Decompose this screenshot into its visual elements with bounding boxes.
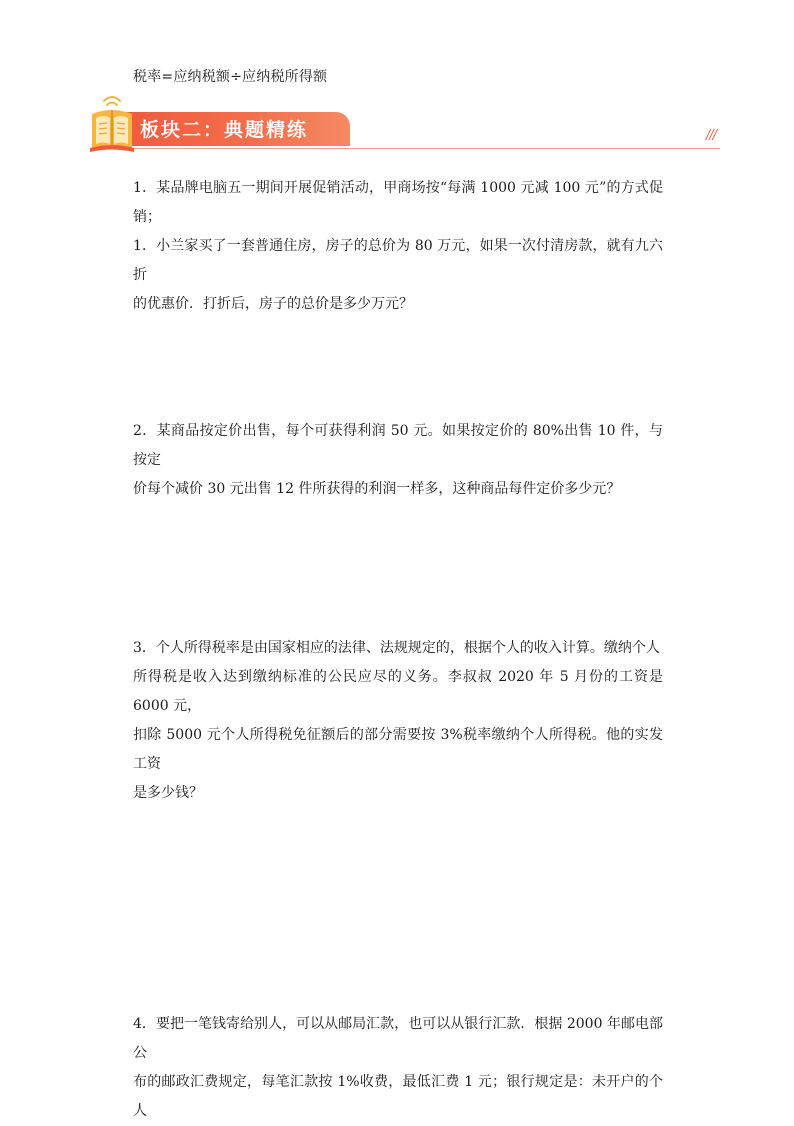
question-1 (133, 174, 663, 319)
question-line: 2．某商品按定价出售，每个可获得利润 50 元。如果按定价的 80%出售 10 件，与按定 (133, 423, 663, 468)
question-line: 是多少钱？ (133, 785, 203, 801)
open-book-icon (88, 92, 140, 154)
question-line: 1．小兰家买了一套普通住房，房子的总价为 80 万元，如果一次付清房款，就有九六折 (133, 238, 663, 283)
question-line: 3．个人所得税率是由国家相应的法律、法规规定的，根据个人的收入计算。缴纳个人 (133, 640, 660, 656)
question-line: 价每个减价 30 元出售 12 件所获得的利润一样多，这种商品每件定价多少元？ (133, 481, 621, 497)
question-3 (133, 634, 663, 808)
question-line: 1．某品牌电脑五一期间开展促销活动，甲商场按“每满 1000 元减 100 元”的方式促销； (133, 180, 663, 225)
header-divider (118, 148, 720, 149)
question-line: 的优惠价．打折后，房子的总价是多少万元？ (133, 296, 413, 312)
decorative-slashes: /// (705, 128, 716, 143)
question-line: 所得税是收入达到缴纳标准的公民应尽的义务。李叔叔 2020 年 5 月份的工资是 6000 元， (133, 669, 663, 714)
section-title: 板块二：典题精练 (140, 119, 309, 141)
section-header (88, 92, 720, 156)
question-line: 4．要把一笔钱寄给别人，可以从邮局汇款，也可以从银行汇款．根据 2000 年邮电部公 (133, 1016, 663, 1061)
question-line: 扣除 5000 元个人所得税免征额后的部分需要按 3%税率缴纳个人所得税。他的实发工资 (133, 727, 663, 772)
question-line: 布的邮政汇费规定，每笔汇款按 1%收费，最低汇费 1 元；银行规定是：未开户的个人 (133, 1074, 663, 1119)
formula-text: 税率=应纳税额÷应纳税所得额 (133, 69, 328, 85)
question-4 (133, 1010, 663, 1126)
question-2 (133, 417, 663, 504)
